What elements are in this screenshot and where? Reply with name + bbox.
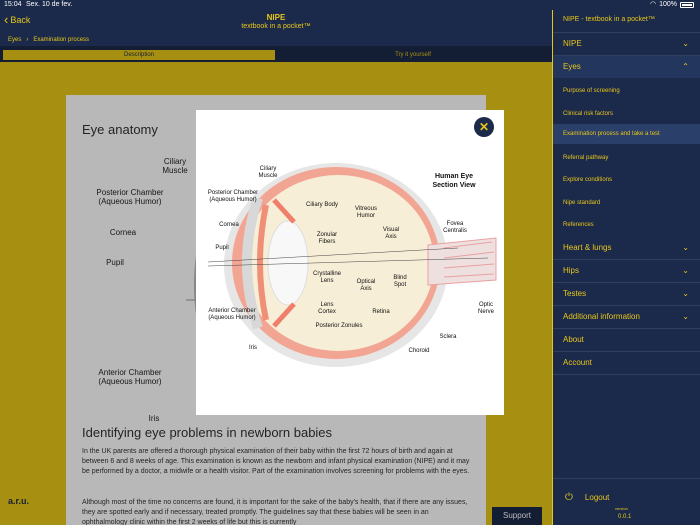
app-subtitle: textbook in a pocket™	[241, 23, 311, 30]
chevron-up-icon: ⌃	[682, 62, 689, 71]
sidebar-item-about[interactable]: About	[563, 335, 584, 344]
app-title: NIPE	[266, 13, 286, 22]
sidebar-subitem-examination[interactable]: Examination process and take a test	[553, 124, 700, 144]
power-icon: ⏻	[565, 492, 573, 503]
page-title: Eye anatomy	[82, 122, 158, 137]
sidebar	[552, 10, 700, 525]
sidebar-subitem-references[interactable]: References	[563, 222, 594, 228]
label-cornea: Cornea	[219, 222, 239, 228]
tab-description[interactable]: Description	[3, 50, 275, 60]
back-label: Back	[10, 15, 31, 25]
label-fovea-centralis: Fovea Centralis	[443, 221, 467, 234]
wifi-icon: ◠	[649, 1, 657, 8]
label-sclera: Sclera	[439, 334, 457, 340]
label-anterior-chamber: Anterior Chamber (Aqueous Humor)	[208, 308, 256, 321]
label-lens-cortex: Lens Cortex	[318, 302, 336, 315]
label-retina: Retina	[372, 309, 390, 315]
sidebar-item-hips[interactable]: Hips ⌄	[553, 260, 700, 282]
sidebar-item-eyes[interactable]: Eyes ⌃	[553, 56, 700, 78]
bg-label-iris: Iris	[148, 414, 160, 423]
label-crystalline-lens: Crystalline Lens	[312, 271, 341, 284]
sidebar-subitem-standard[interactable]: Nipe standard	[563, 200, 601, 206]
bg-label-anterior-chamber: Anterior Chamber (Aqueous Humor)	[98, 368, 162, 386]
chevron-left-icon: ‹	[4, 12, 9, 27]
status-bar	[0, 0, 700, 10]
status-time: 15:04	[4, 1, 22, 8]
label-zonular-fibers: Zonular Fibers	[316, 232, 338, 245]
label-posterior-zonules: Posterior Zonules	[315, 323, 363, 329]
chevron-down-icon: ⌄	[682, 289, 689, 298]
breadcrumb-separator-icon: ›	[26, 37, 29, 43]
label-choroid: Choroid	[408, 348, 430, 354]
chevron-down-icon: ⌄	[682, 39, 689, 48]
diagram-title: Human Eye Section View	[432, 173, 476, 189]
sidebar-header: NIPE - textbook in a pocket™	[563, 16, 655, 23]
sidebar-item-heart-lungs[interactable]: Heart & lungs ⌄	[553, 237, 700, 259]
aru-logo: a.r.u.	[8, 496, 30, 506]
sidebar-item-nipe[interactable]: NIPE ⌄	[553, 33, 700, 55]
breadcrumb-item-eyes[interactable]: Eyes	[8, 37, 22, 43]
chevron-down-icon: ⌄	[682, 243, 689, 252]
sidebar-item-account[interactable]: Account	[563, 358, 592, 367]
label-ciliary-muscle: Ciliary Muscle	[258, 166, 278, 179]
label-visual-axis: Visual Axis	[382, 227, 400, 240]
label-optic-nerve: Optic Nerve	[477, 302, 494, 315]
top-header	[0, 10, 552, 46]
label-pupil: Pupil	[215, 245, 229, 251]
bg-label-pupil: Pupil	[106, 258, 124, 267]
support-button[interactable]: Support	[492, 507, 542, 525]
sidebar-subitem-conditions[interactable]: Explore conditions	[563, 177, 613, 183]
section-title: Identifying eye problems in newborn babies	[82, 425, 333, 440]
chevron-down-icon: ⌄	[682, 266, 689, 275]
status-right	[650, 0, 694, 10]
label-ciliary-body: Ciliary Body	[305, 202, 338, 208]
sidebar-item-additional-info[interactable]: Additional information ⌄	[553, 306, 700, 328]
status-date: Sex. 10 de fev.	[26, 1, 73, 8]
logout-button[interactable]: ⏻ Logout	[565, 492, 610, 503]
sidebar-subitem-risk-factors[interactable]: Clinical risk factors	[563, 111, 614, 117]
label-vitreous-humor: Vitreous Humor	[355, 206, 377, 219]
paragraph: Although most of the time no concerns are found, it is important for the sake of the baby's health, that if there are any issues, they are spotted early and if necessary, treated promptly. The guidelines say that these babies will be seen in an ophthalmology clinic within the first 2 weeks of life but this is currently	[82, 499, 468, 525]
bg-label-cornea: Cornea	[109, 228, 137, 237]
sidebar-subitem-referral[interactable]: Referral pathway	[563, 155, 609, 161]
label-optical-axis: Optical Axis	[356, 279, 376, 292]
sidebar-subitem-purpose[interactable]: Purpose of screening	[563, 88, 620, 94]
chevron-down-icon: ⌄	[682, 312, 689, 321]
version-value: 0.0.1	[618, 514, 632, 520]
bg-label-ciliary-muscle: Ciliary Muscle	[162, 157, 188, 175]
label-posterior-chamber: Posterior Chamber (Aqueous Humor)	[207, 190, 259, 203]
version-label: version	[615, 506, 628, 511]
close-icon[interactable]: ✕	[474, 117, 494, 137]
breadcrumb-item-current: Examination process	[33, 37, 90, 43]
label-iris: Iris	[249, 345, 257, 351]
breadcrumb	[8, 37, 89, 43]
label-blind-spot: Blind Spot	[393, 275, 407, 288]
battery-percent: 100%	[659, 1, 677, 8]
tab-try-it-yourself[interactable]: Try it yourself	[395, 52, 431, 58]
battery-icon	[680, 2, 694, 8]
paragraph: In the UK parents are offered a thorough physical examination of their baby within the first 72 hours of birth and again at between 6 and 8 weeks of age. This examination is known as the newborn and infant physical examination (NIPE) and it may be performed by a doctor, a midwife or a health visitor. Part of the examination involves screening for problems with the eyes.	[82, 448, 470, 475]
bg-label-posterior-chamber: Posterior Chamber (Aqueous Humor)	[96, 188, 164, 206]
sidebar-item-testes[interactable]: Testes ⌄	[553, 283, 700, 305]
